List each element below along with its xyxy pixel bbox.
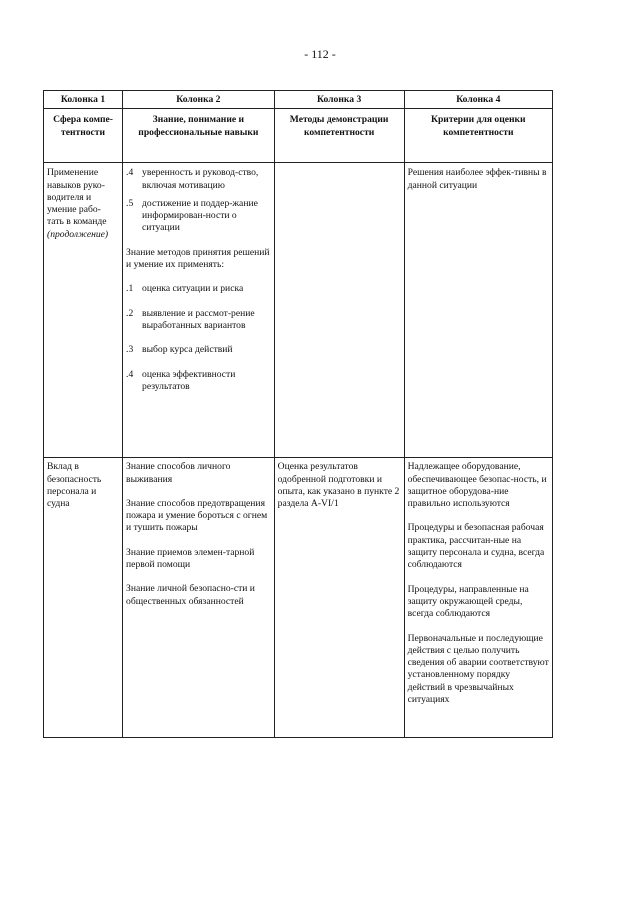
row1-competence-line: умение рабо- xyxy=(47,204,101,216)
knowledge-paragraph: Знание личной безопасно-сти и общественных обязанностей xyxy=(126,583,255,607)
item-number: .3 xyxy=(126,344,134,356)
decision-methods-paragraph: Знание методов принятия решений и умение их применять: xyxy=(126,246,270,271)
row1-methods xyxy=(274,163,404,458)
row2-methods: Оценка результатов одобренной подготовки и опыта, как указано в пункте 2 раздела A-VI/1 xyxy=(274,458,404,738)
row1-competence-line: Применение xyxy=(47,167,99,179)
list-item xyxy=(126,283,271,295)
row1-criteria: Решения наиболее эффек-тивны в данной ситуации xyxy=(404,163,552,458)
row2-criteria xyxy=(404,458,552,738)
table-row xyxy=(44,458,553,738)
column-header-4: Колонка 4 xyxy=(404,91,552,109)
row2-competence: Вклад в безопасность персонала и судна xyxy=(44,458,123,738)
list-item xyxy=(126,198,271,235)
row1-knowledge xyxy=(123,163,275,458)
item-number: .4 xyxy=(126,368,134,380)
item-number: .1 xyxy=(126,283,134,295)
list-item xyxy=(126,308,271,333)
row2-knowledge xyxy=(123,458,275,738)
knowledge-paragraph: Знание способов личного выживания xyxy=(126,461,231,485)
column-header-3: Колонка 3 xyxy=(274,91,404,109)
page-number: - 112 - xyxy=(304,47,336,61)
item-text: достижение и поддер-жание информирован-ности о ситуации xyxy=(142,197,258,234)
criteria-paragraph: Первоначальные и последующие действия с целью получить сведения об аварии соответствуют установленному порядку действий в чрезвычайных ситуациях xyxy=(407,632,549,706)
list-item xyxy=(126,369,271,394)
sub-header-criteria: Критерии для оценки компетентности xyxy=(404,109,552,163)
sub-header-knowledge: Знание, понимание и профессиональные навыки xyxy=(123,109,275,163)
column-header-row xyxy=(44,91,553,109)
row1-competence-line: тать в команде xyxy=(47,216,107,228)
item-text: уверенность и руковод-ство, включая мотивацию xyxy=(142,167,259,191)
column-header-2: Колонка 2 xyxy=(123,91,275,109)
sub-header-row xyxy=(44,109,553,163)
sub-header-methods: Методы демонстрации компетентности xyxy=(274,109,404,163)
sub-header-competence: Сфера компе-тентности xyxy=(44,109,123,163)
continuation-note: (продолжение) xyxy=(47,228,109,240)
item-text: оценка эффективности результатов xyxy=(142,368,236,392)
criteria-paragraph: Процедуры, направленные на защиту окружающей среды, всегда соблюдаются xyxy=(407,583,529,620)
table-row xyxy=(44,163,553,458)
criteria-paragraph: Процедуры и безопасная рабочая практика, рассчитан-ные на защиту персонала и судна, всегда соблюдаются xyxy=(407,522,545,571)
list-item xyxy=(126,344,271,356)
knowledge-paragraph: Знание способов предотвращения пожара и умение бороться с огнем и тушить пожары xyxy=(126,497,268,534)
knowledge-paragraph: Знание приемов элемен-тарной первой помощи xyxy=(126,546,255,571)
item-number: .5 xyxy=(126,197,134,209)
item-text: выбор курса действий xyxy=(142,344,233,356)
row1-competence-line: водителя и xyxy=(47,191,92,203)
criteria-paragraph: Надлежащее оборудование, обеспечивающее безопас-ность, и защитное оборудова-ние правильно используются xyxy=(407,461,547,510)
item-number: .4 xyxy=(126,167,134,179)
column-header-1: Колонка 1 xyxy=(44,91,123,109)
item-text: выявление и рассмот-рение выработанных вариантов xyxy=(142,307,255,331)
competence-table xyxy=(43,90,553,738)
item-text: оценка ситуации и риска xyxy=(142,283,244,295)
item-number: .2 xyxy=(126,307,134,319)
row1-competence xyxy=(44,163,123,458)
row1-competence-line: навыков руко- xyxy=(47,179,105,191)
list-item xyxy=(126,167,271,192)
